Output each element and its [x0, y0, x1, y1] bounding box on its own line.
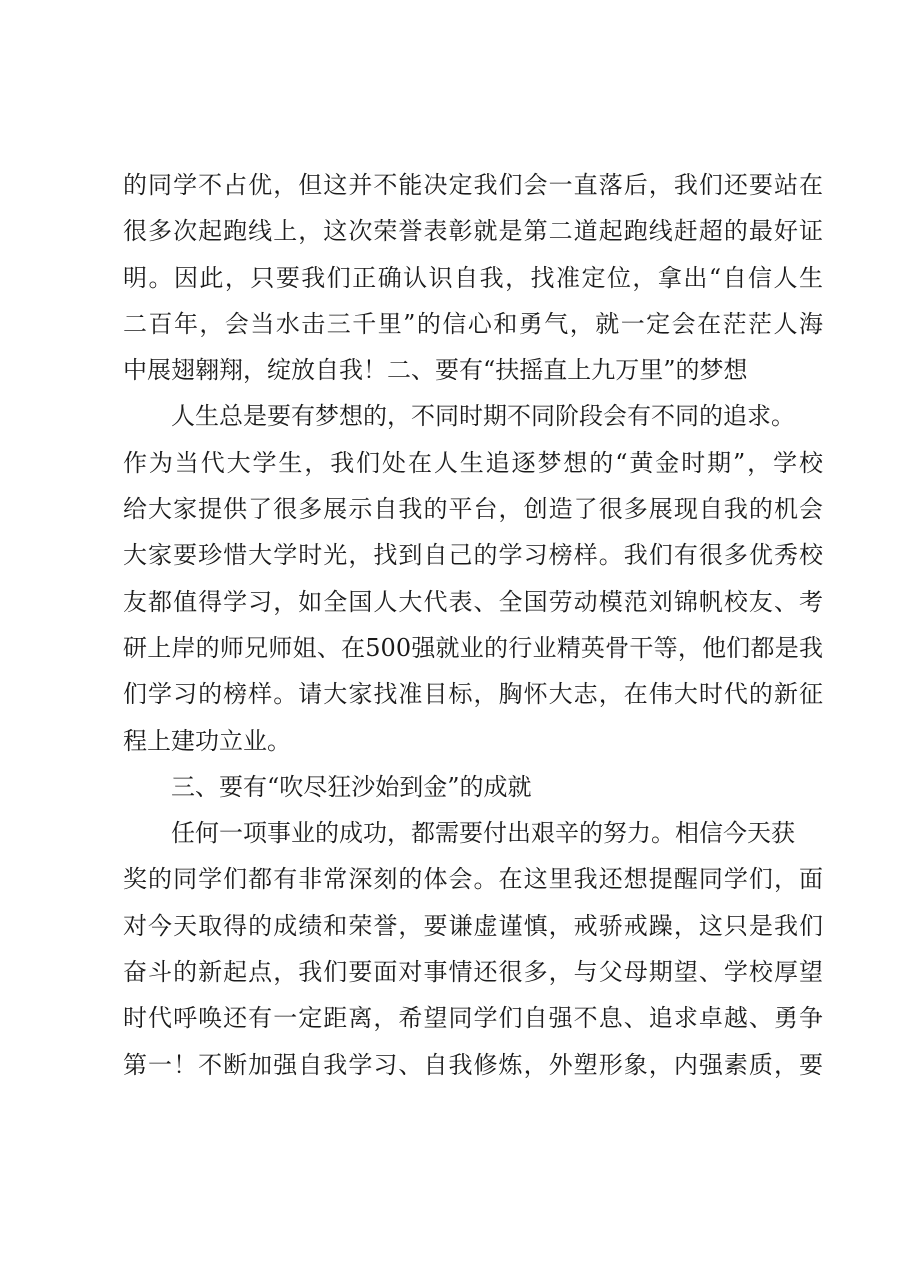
paragraph-start-line: 任何一项事业的成功，都需要付出艰辛的努力。相信今天获: [171, 819, 795, 848]
text-line: 给大家提供了很多展示自我的平台，创造了很多展现自我的机会: [123, 495, 823, 524]
text-line: 对今天取得的成绩和荣誉，要谦虚谨慎，戒骄戒躁，这只是我们: [123, 911, 823, 940]
document-body: [123, 162, 823, 1088]
text-line: 第一！不断加强自我学习、自我修炼，外塑形象，内强素质，要: [123, 1050, 823, 1079]
text-line: 奋斗的新起点，我们要面对事情还很多，与父母期望、学校厚望: [123, 958, 823, 987]
text-line: 大家要珍惜大学时光，找到自己的学习榜样。我们有很多优秀校: [123, 541, 823, 570]
text-line: 很多次起跑线上，这次荣誉表彰就是第二道起跑线赶超的最好证: [123, 217, 823, 246]
paragraph-start-line: 人生总是要有梦想的，不同时期不同阶段会有不同的追求。: [171, 402, 795, 431]
text-line: 明。因此，只要我们正确认识自我，找准定位，拿出“自信人生: [123, 263, 823, 292]
section-heading: 三、要有“吹尽狂沙始到金”的成就: [171, 772, 532, 801]
text-line: 的同学不占优，但这并不能决定我们会一直落后，我们还要站在: [123, 171, 823, 199]
text-line: 作为当代大学生，我们处在人生追逐梦想的“黄金时期”，学校: [123, 448, 823, 477]
text-line: 们学习的榜样。请大家找准目标，胸怀大志，在伟大时代的新征: [123, 680, 823, 709]
text-line: 中展翅翱翔，绽放自我！二、要有“扶摇直上九万里”的梦想: [123, 356, 748, 385]
text-line: 奖的同学们都有非常深刻的体会。在这里我还想提醒同学们，面: [123, 865, 823, 894]
text-line: 程上建功立业。: [123, 726, 291, 755]
text-line: 研上岸的师兄师姐、在500强就业的行业精英骨干等，他们都是我: [123, 633, 823, 662]
text-line: 友都值得学习，如全国人大代表、全国劳动模范刘锦帆校友、考: [123, 587, 823, 616]
text-line: 时代呼唤还有一定距离，希望同学们自强不息、追求卓越、勇争: [123, 1004, 823, 1033]
text-line: 二百年，会当水击三千里”的信心和勇气，就一定会在茫茫人海: [123, 309, 823, 338]
